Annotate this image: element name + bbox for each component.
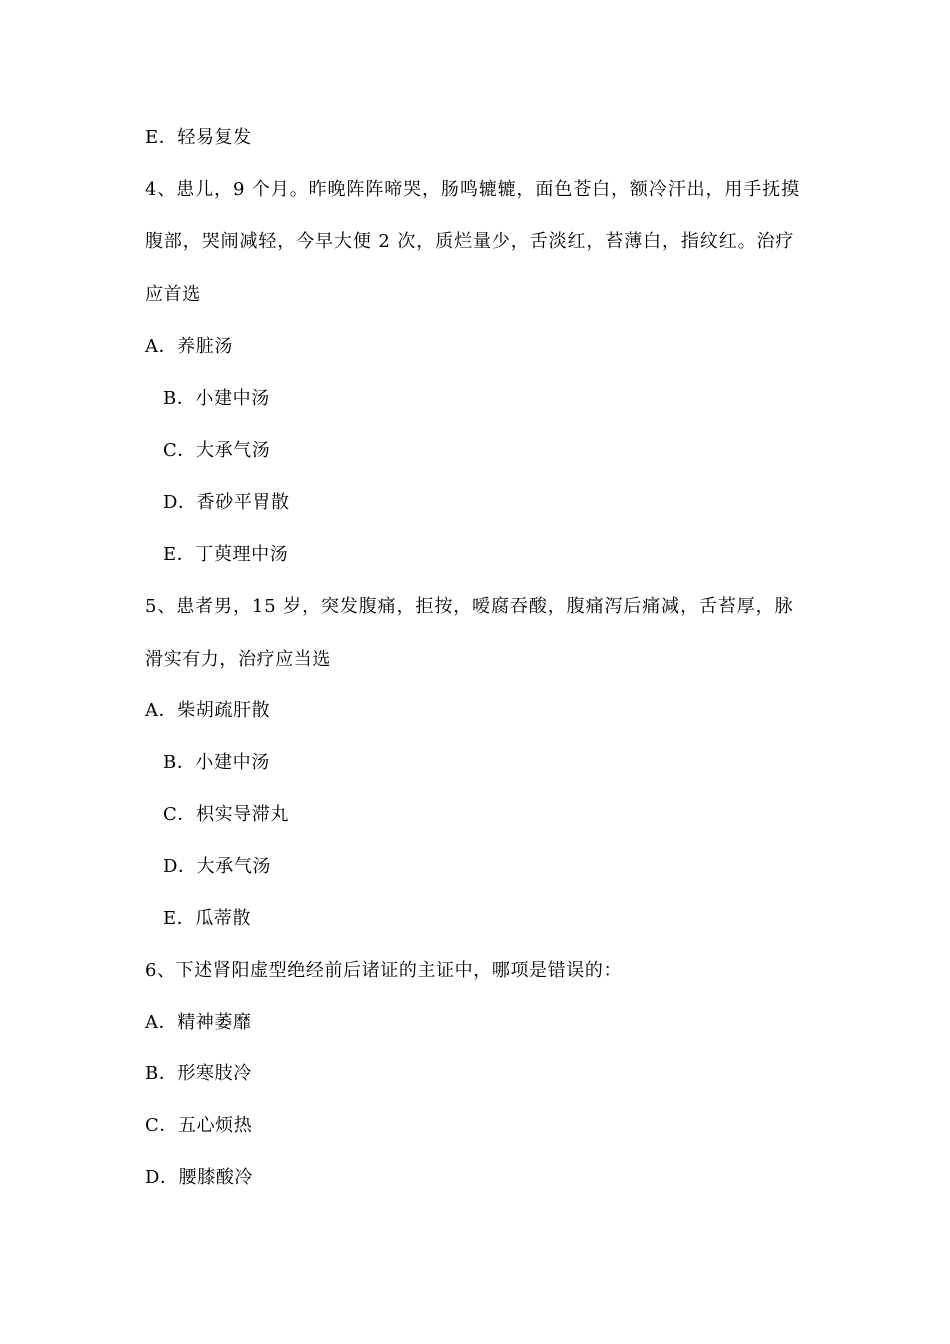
- q4-option-d: D．香砂平胃散: [163, 492, 290, 513]
- q5-option-d: D．大承气汤: [163, 856, 272, 877]
- q4-option-c: C．大承气汤: [163, 440, 271, 461]
- q5-option-e: E．瓜蒂散: [163, 908, 252, 929]
- q5-stem-line-2: 滑实有力，治疗应当选: [145, 649, 331, 670]
- q5-stem-line-1: 5、患者男，15 岁，突发腹痛，拒按，嗳腐吞酸，腹痛泻后痛减，舌苔厚，脉: [145, 596, 794, 617]
- q6-option-c: C．五心烦热: [145, 1115, 253, 1136]
- q4-stem-line-1: 4、患儿，9 个月。昨晚阵阵啼哭，肠鸣辘辘，面色苍白，额冷汗出，用手抚摸: [145, 179, 801, 200]
- q4-option-b: B．小建中汤: [163, 388, 270, 409]
- q5-option-b: B．小建中汤: [163, 752, 270, 773]
- q6-option-b: B．形寒肢冷: [145, 1063, 252, 1084]
- q6-option-d: D．腰膝酸冷: [145, 1167, 254, 1188]
- q4-stem-line-2: 腹部，哭闹减轻，今早大便 2 次，质烂量少，舌淡红，苔薄白，指纹红。治疗: [145, 231, 795, 252]
- q4-option-e: E．丁萸理中汤: [163, 544, 289, 565]
- q6-option-a: A．精神萎靡: [145, 1012, 252, 1033]
- q5-option-a: A．柴胡疏肝散: [145, 700, 271, 721]
- q6-stem-line-1: 6、下述肾阳虚型绝经前后诸证的主证中，哪项是错误的：: [145, 960, 623, 981]
- q4-stem-line-3: 应首选: [145, 284, 201, 305]
- q3-option-e: E．轻易复发: [145, 127, 252, 148]
- q4-option-a: A．养脏汤: [145, 336, 233, 357]
- q5-option-c: C．枳实导滞丸: [163, 804, 289, 825]
